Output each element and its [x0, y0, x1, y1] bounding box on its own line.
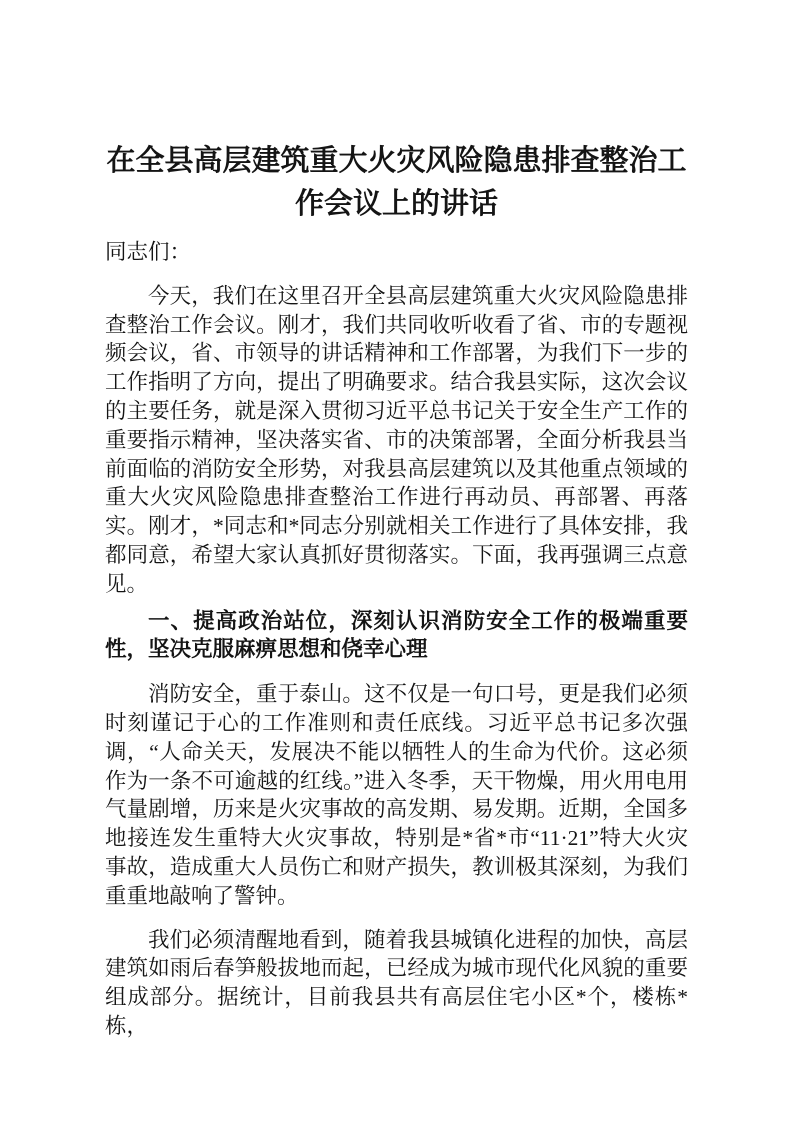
- document-title: 在全县高层建筑重大火灾风险隐患排查整治工作会议上的讲话: [106, 145, 687, 220]
- paragraph: 我们必须清醒地看到，随着我县城镇化进程的加快，高层建筑如雨后春笋般拔地而起，已经成为城市现代化风貌的重要组成部分。据统计，目前我县共有高层住宅小区*个，楼栋*栋，: [105, 927, 688, 1038]
- paragraph: 消防安全，重于泰山。这不仅是一句口号，更是我们必须时刻谨记于心的工作准则和责任底线。习近平总书记多次强调，“人命关天，发展决不能以牺牲人的生命为代价。这必须作为一条不可逾越的红线。”进入冬季，天干物燥，用火用电用气量剧增，历来是火灾事故的高发期、易发期。近期，全国多地接连发生重特大火灾事故，特别是*省*市“11·21”特大火灾事故，造成重大人员伤亡和财产损失，教训极其深刻，为我们重重地敲响了警钟。: [105, 682, 688, 908]
- salutation: 同志们：: [105, 240, 192, 264]
- paragraph: 今天，我们在这里召开全县高层建筑重大火灾风险隐患排查整治工作会议。刚才，我们共同收听收看了省、市的专题视频会议，省、市领导的讲话精神和工作部署，为我们下一步的工作指明了方向，提出了明确要求。结合我县实际，这次会议的主要任务，就是深入贯彻习近平总书记关于安全生产工作的重要指示精神，坚决落实省、市的决策部署，全面分析我县当前面临的消防安全形势，对我县高层建筑以及其他重点领域的重大火灾风险隐患排查整治工作进行再动员、再部署、再落实。刚才，*同志和*同志分别就相关工作进行了具体安排，我都同意，希望大家认真抓好贯彻落实。下面，我再强调三点意见。: [105, 283, 688, 596]
- section-heading: 一、提高政治站位，深刻认识消防安全工作的极端重要性，坚决克服麻痹思想和侥幸心理: [105, 608, 688, 662]
- document-body: [105, 282, 688, 1041]
